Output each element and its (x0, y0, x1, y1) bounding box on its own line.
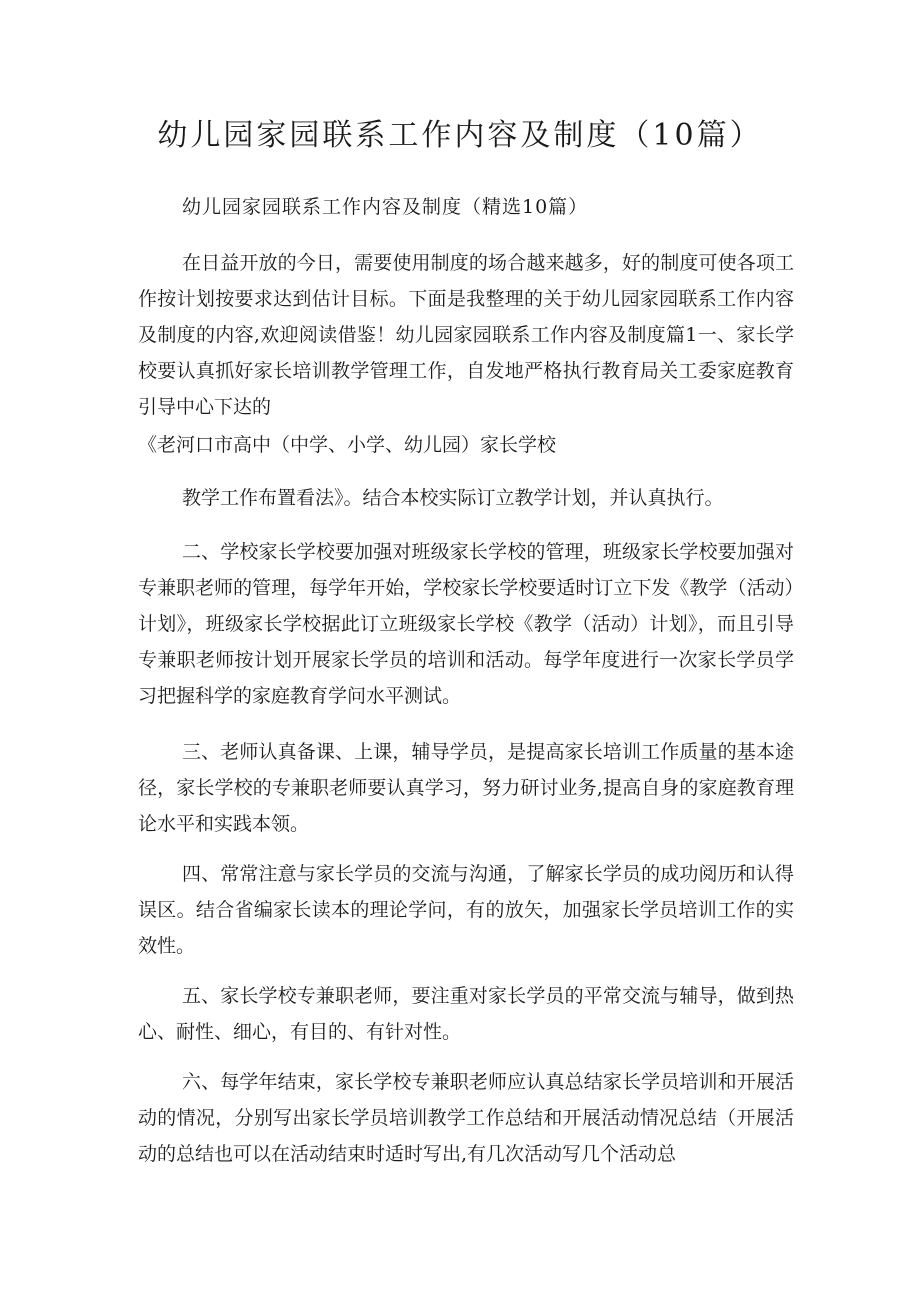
book-title-line: 《老河口市高中（中学、小学、幼儿园）家长学校 (138, 434, 557, 456)
paragraph-item-5: 五、家长学校专兼职老师，要注重对家长学员的平常交流与辅导，做到热心、耐性、细心，有目的、有针对性。 (138, 985, 794, 1043)
document-title: 幼儿园家园联系工作内容及制度（10篇） (157, 118, 763, 153)
continuation-paragraph: 教学工作布置看法》。结合本校实际订立教学计划，并认真执行。 (182, 487, 724, 509)
paragraph-item-3: 三、老师认真备课、上课，辅导学员，是提高家长培训工作质量的基本途径，家长学校的专兼职老师要认真学习，努力研讨业务,提高自身的家庭教育理论水平和实践本领。 (138, 741, 794, 835)
document-subtitle: 幼儿园家园联系工作内容及制度（精选10篇） (182, 196, 589, 218)
paragraph-item-2: 二、学校家长学校要加强对班级家长学校的管理，班级家长学校要加强对专兼职老师的管理，每学年开始，学校家长学校要适时订立下发《教学（活动）计划》，班级家长学校据此订立班级家长学校《教学（活动）计划》，而且引导专兼职老师按计划开展家长学员的培训和活动。每学年度进行一次家长学员学习把握科学的家庭教育学问水平测试。 (138, 541, 794, 707)
paragraph-item-4: 四、常常注意与家长学员的交流与沟通，了解家长学员的成功阅历和认得误区。结合省编家长读本的理论学问，有的放矢，加强家长学员培训工作的实效性。 (138, 863, 794, 957)
paragraph-item-6: 六、每学年结束，家长学校专兼职老师应认真总结家长学员培训和开展活动的情况，分别写出家长学员培训教学工作总结和开展活动情况总结（开展活动的总结也可以在活动结束时适时写出,有几次活动写几个活动总 (138, 1071, 794, 1165)
intro-paragraph: 在日益开放的今日，需要使用制度的场合越来越多，好的制度可使各项工作按计划按要求达到估计目标。下面是我整理的关于幼儿园家园联系工作内容及制度的内容,欢迎阅读借鉴！幼儿园家园联系工作内容及制度篇1一、家长学校要认真抓好家长培训教学管理工作，自发地严格执行教育局关工委家庭教育引导中心下达的 (138, 252, 794, 418)
